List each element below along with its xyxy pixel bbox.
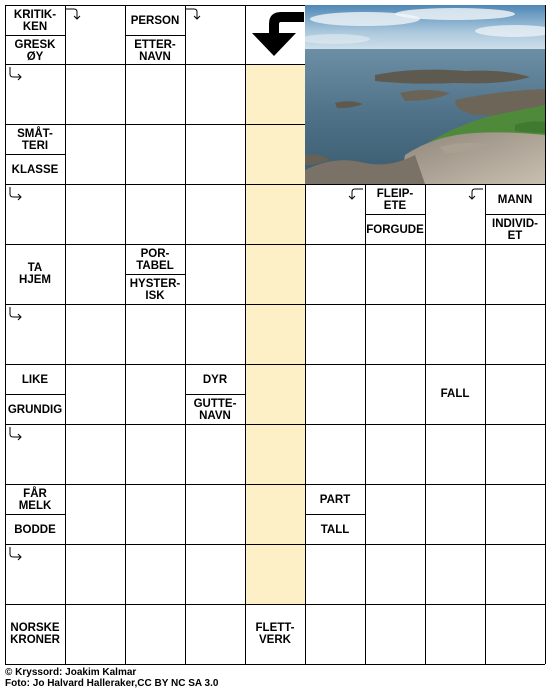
clue-direction-arrow-icon: [8, 186, 24, 202]
clue-direction-arrow-icon: [8, 306, 24, 322]
answer-cell[interactable]: [65, 484, 125, 544]
answer-cell[interactable]: [485, 304, 545, 364]
clue-kritikken: KRITIK- KEN: [13, 8, 57, 33]
answer-cell[interactable]: [425, 424, 485, 484]
answer-cell[interactable]: [305, 244, 365, 304]
answer-cell[interactable]: [65, 424, 125, 484]
clue-etternavn: ETTER- NAVN: [134, 38, 176, 63]
clue-far-melk: FÅR MELK: [18, 487, 52, 512]
answer-cell[interactable]: [125, 484, 185, 544]
answer-cell[interactable]: [365, 484, 425, 544]
answer-cell[interactable]: [245, 484, 305, 544]
answer-cell[interactable]: [485, 364, 545, 424]
answer-cell[interactable]: [485, 484, 545, 544]
clue-guttenavn: GUTTE- NAVN: [193, 397, 237, 422]
clue-grundig: GRUNDIG: [7, 403, 63, 416]
clue-bodde: BODDE: [14, 523, 56, 536]
answer-cell[interactable]: [485, 544, 545, 604]
clue-gresk-oy: GRESK ØY: [14, 38, 56, 63]
clue-smateri: SMÅT- TERI: [17, 127, 53, 152]
answer-cell[interactable]: [185, 484, 245, 544]
answer-cell[interactable]: [185, 184, 245, 244]
answer-cell[interactable]: [485, 244, 545, 304]
clue-individet: INDIVID- ET: [492, 217, 538, 242]
clue-dyr: DYR: [202, 373, 228, 386]
answer-cell[interactable]: [125, 184, 185, 244]
answer-cell[interactable]: [125, 304, 185, 364]
answer-cell[interactable]: [65, 364, 125, 424]
credits-photo-author: Foto: Jo Halvard Halleraker,CC BY NC SA 3.0: [5, 678, 219, 689]
answer-cell[interactable]: [245, 244, 305, 304]
answer-cell[interactable]: [125, 364, 185, 424]
answer-cell[interactable]: [305, 604, 365, 664]
clue-mann: MANN: [497, 193, 533, 206]
answer-cell[interactable]: [65, 244, 125, 304]
clue-person: PERSON: [130, 14, 180, 27]
clue-direction-arrow-icon: [468, 187, 484, 203]
answer-cell[interactable]: [65, 304, 125, 364]
answer-cell[interactable]: [365, 364, 425, 424]
clue-direction-arrow-icon: [8, 546, 24, 562]
answer-cell[interactable]: [425, 304, 485, 364]
answer-cell[interactable]: [125, 604, 185, 664]
answer-cell[interactable]: [305, 364, 365, 424]
answer-cell[interactable]: [185, 124, 245, 184]
credits-crossword-author: © Kryssord: Joakim Kalmar: [5, 667, 137, 678]
answer-cell[interactable]: [485, 604, 545, 664]
clue-direction-arrow-icon: [185, 7, 201, 23]
answer-cell[interactable]: [245, 304, 305, 364]
clue-fall: FALL: [440, 388, 470, 400]
answer-cell[interactable]: [185, 544, 245, 604]
clue-direction-arrow-icon: [8, 426, 24, 442]
arrow-down-left-icon: [245, 6, 305, 64]
answer-cell[interactable]: [245, 65, 305, 125]
answer-cell[interactable]: [245, 424, 305, 484]
clue-klasse: KLASSE: [11, 163, 59, 176]
answer-cell[interactable]: [65, 124, 125, 184]
answer-cell[interactable]: [245, 184, 305, 244]
answer-cell[interactable]: [125, 124, 185, 184]
answer-cell[interactable]: [125, 424, 185, 484]
clue-direction-arrow-icon: [8, 66, 24, 82]
clue-direction-arrow-icon: [65, 7, 81, 23]
clue-flettverk: FLETT- VERK: [255, 622, 295, 646]
answer-cell[interactable]: [365, 304, 425, 364]
answer-cell[interactable]: [125, 544, 185, 604]
answer-cell[interactable]: [245, 124, 305, 184]
answer-cell[interactable]: [305, 304, 365, 364]
answer-cell[interactable]: [365, 544, 425, 604]
answer-cell[interactable]: [425, 244, 485, 304]
answer-cell[interactable]: [425, 604, 485, 664]
credits: [5, 667, 218, 689]
answer-cell[interactable]: [65, 65, 125, 125]
answer-cell[interactable]: [125, 65, 185, 125]
clue-norske-kroner: NORSKE KRONER: [10, 622, 60, 646]
answer-cell[interactable]: [185, 304, 245, 364]
clue-fleipete: FLEIP- ETE: [376, 187, 414, 212]
clue-like: LIKE: [21, 373, 49, 386]
clue-tall: TALL: [320, 523, 350, 536]
clue-ta-hjem: TA HJEM: [19, 262, 51, 286]
answer-cell[interactable]: [365, 424, 425, 484]
answer-cell[interactable]: [65, 544, 125, 604]
clue-hysterisk: HYSTER- ISK: [129, 277, 181, 302]
answer-cell[interactable]: [185, 604, 245, 664]
answer-cell[interactable]: [365, 244, 425, 304]
answer-cell[interactable]: [425, 544, 485, 604]
archipelago-photo-image: [305, 5, 545, 184]
answer-cell[interactable]: [245, 544, 305, 604]
answer-cell[interactable]: [305, 424, 365, 484]
clue-part: PART: [319, 493, 351, 506]
answer-cell[interactable]: [305, 544, 365, 604]
clue-forgude: FORGUDE: [366, 223, 424, 236]
answer-cell[interactable]: [365, 604, 425, 664]
answer-cell[interactable]: [65, 604, 125, 664]
answer-cell[interactable]: [245, 364, 305, 424]
answer-cell[interactable]: [65, 184, 125, 244]
answer-cell[interactable]: [185, 65, 245, 125]
clue-portabel: POR- TABEL: [136, 247, 174, 272]
answer-cell[interactable]: [185, 424, 245, 484]
answer-cell[interactable]: [425, 484, 485, 544]
clue-direction-arrow-icon: [348, 187, 364, 203]
answer-cell[interactable]: [485, 424, 545, 484]
crossword-photo: [305, 5, 545, 184]
answer-cell[interactable]: [185, 244, 245, 304]
